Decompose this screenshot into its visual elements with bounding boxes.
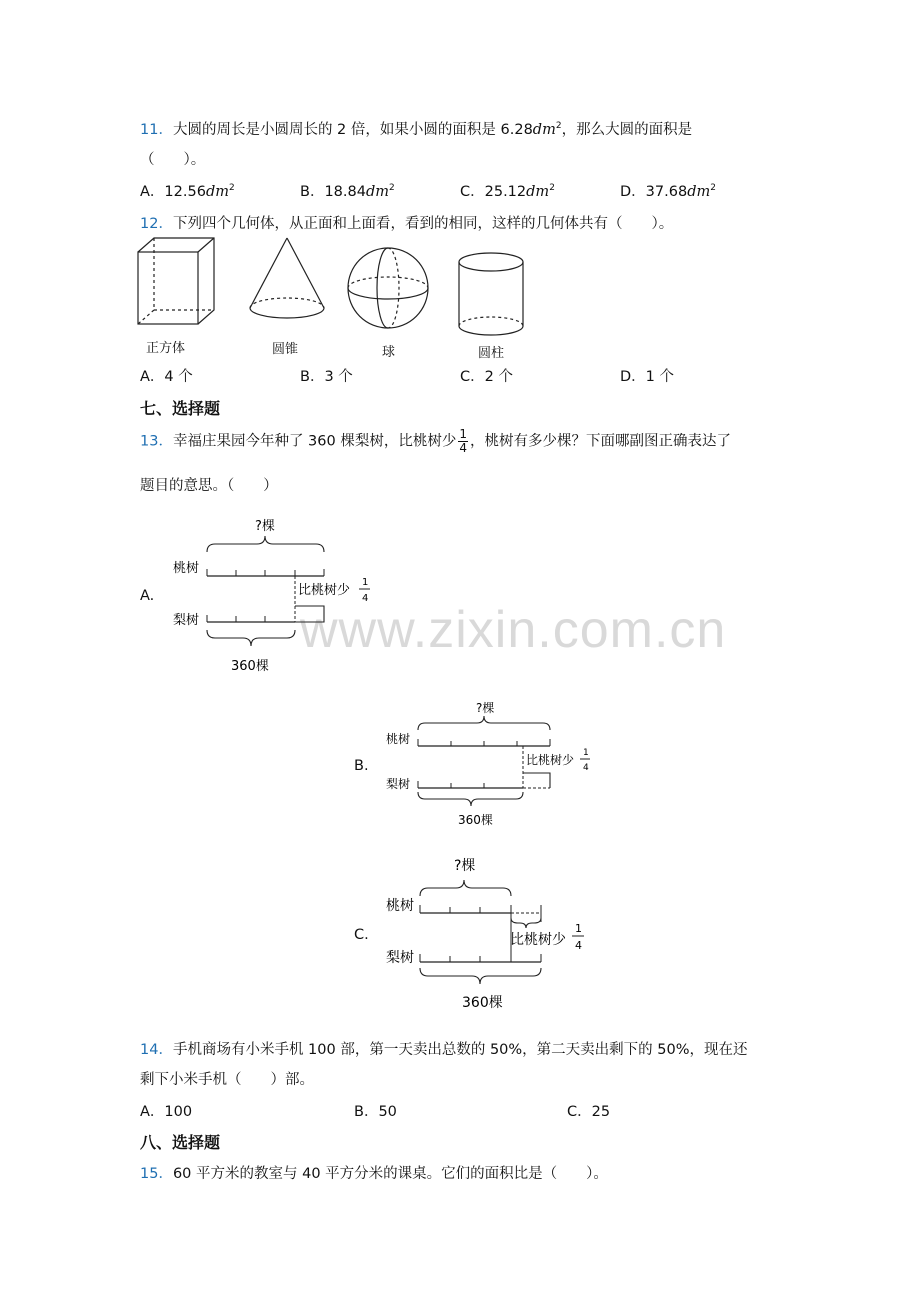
q13-number: 13． xyxy=(140,433,173,450)
svg-text:1: 1 xyxy=(583,748,589,758)
diagram-a-letter[interactable]: A. xyxy=(140,588,155,604)
svg-text:桃树: 桃树 xyxy=(173,561,200,576)
q13-fraction: $\frac{1}{4}$ xyxy=(459,427,467,455)
svg-text:1: 1 xyxy=(362,577,369,588)
svg-text:4: 4 xyxy=(583,763,589,773)
svg-text:比桃树少: 比桃树少 xyxy=(510,932,566,948)
q14-text: 手机商场有小米手机 100 部，第一天卖出总数的 50%，第二天卖出剩下的 50%，现在还 xyxy=(172,1042,748,1058)
q12-stem xyxy=(140,212,673,233)
q11-text-b: ，那么大圆的面积是 xyxy=(561,122,693,138)
q11-option-b[interactable]: B．$18.84dm^2$ xyxy=(300,183,395,200)
cone-shape xyxy=(250,238,324,318)
q11-text-a: 大圆的周长是小圆周长的 2 倍，如果小圆的面积是 6.28 xyxy=(172,122,533,138)
svg-text:梨树: 梨树 xyxy=(173,613,200,628)
q15-number: 15． xyxy=(140,1166,173,1182)
q15-text: 60 平方米的教室与 40 平方分米的课桌。它们的面积比是（ ）。 xyxy=(172,1166,608,1182)
diagram-c-letter[interactable]: C. xyxy=(354,927,369,943)
cylinder-shape xyxy=(459,253,523,335)
svg-text:梨树: 梨树 xyxy=(386,950,414,966)
sphere-shape xyxy=(348,248,428,328)
svg-text:4: 4 xyxy=(362,593,369,604)
svg-text:?棵: ?棵 xyxy=(476,701,495,715)
svg-text:360棵: 360棵 xyxy=(462,995,503,1011)
diagram-b xyxy=(380,696,610,832)
section-8-heading: 八、选择题 xyxy=(140,1133,221,1152)
q11-number: 11． xyxy=(140,122,173,138)
svg-text:?棵: ?棵 xyxy=(255,519,275,534)
q14-number: 14． xyxy=(140,1042,173,1058)
q11-sup: 2 xyxy=(555,121,562,132)
diagram-a xyxy=(165,512,395,674)
shape-label-cylinder: 圆柱 xyxy=(478,346,505,361)
q11-stem xyxy=(140,118,692,139)
q14-stem xyxy=(140,1038,748,1059)
q14-line2: 剩下小米手机（ ）部。 xyxy=(140,1072,314,1088)
q11-option-a[interactable]: A．$12.56dm^2$ xyxy=(140,183,235,200)
q13-stem xyxy=(140,428,731,455)
q14-option-a[interactable]: A．100 xyxy=(140,1104,193,1120)
shape-label-cone: 圆锥 xyxy=(272,342,299,357)
q12-option-c[interactable]: C．2 个 xyxy=(460,369,513,385)
shape-label-cube: 正方体 xyxy=(146,341,186,356)
q13-text-a: 幸福庄果园今年种了 360 棵梨树，比桃树少 xyxy=(172,433,457,450)
q12-option-a[interactable]: A．4 个 xyxy=(140,369,193,385)
q12-option-d[interactable]: D．1 个 xyxy=(620,369,674,385)
q14-option-b[interactable]: B．50 xyxy=(354,1104,397,1120)
svg-text:比桃树少: 比桃树少 xyxy=(298,583,351,598)
svg-text:1: 1 xyxy=(575,922,582,935)
q12-text: 下列四个几何体，从正面和上面看，看到的相同，这样的几何体共有（ ）。 xyxy=(172,216,674,232)
svg-text:梨树: 梨树 xyxy=(386,777,411,791)
q11-line2: （ ）。 xyxy=(140,152,206,168)
section-7-heading: 七、选择题 xyxy=(140,399,221,418)
svg-text:360棵: 360棵 xyxy=(231,659,269,674)
q13-line2: 题目的意思。（ ） xyxy=(140,478,278,494)
diagram-b-letter[interactable]: B. xyxy=(354,758,369,774)
q12-number: 12． xyxy=(140,216,173,232)
svg-text:桃树: 桃树 xyxy=(386,898,414,914)
q13-text-b: ，桃树有多少棵？下面哪副图正确表达了 xyxy=(470,433,731,450)
diagram-c xyxy=(382,850,612,1016)
q11-unit: dm xyxy=(532,122,556,138)
svg-text:?棵: ?棵 xyxy=(454,858,476,874)
svg-text:4: 4 xyxy=(575,939,582,952)
q12-option-b[interactable]: B．3 个 xyxy=(300,369,353,385)
watermark: www.zixin.com.cn xyxy=(300,601,727,659)
cube-shape xyxy=(138,238,214,324)
q15-stem xyxy=(140,1162,608,1183)
q11-option-c[interactable]: C．$25.12dm^2$ xyxy=(460,183,555,200)
shape-label-sphere: 球 xyxy=(382,345,396,360)
q11-option-d[interactable]: D．$37.68dm^2$ xyxy=(620,183,716,200)
svg-text:桃树: 桃树 xyxy=(386,732,411,746)
svg-text:360棵: 360棵 xyxy=(458,813,493,827)
q14-option-c[interactable]: C．25 xyxy=(567,1104,611,1120)
svg-text:比桃树少: 比桃树少 xyxy=(526,753,575,767)
